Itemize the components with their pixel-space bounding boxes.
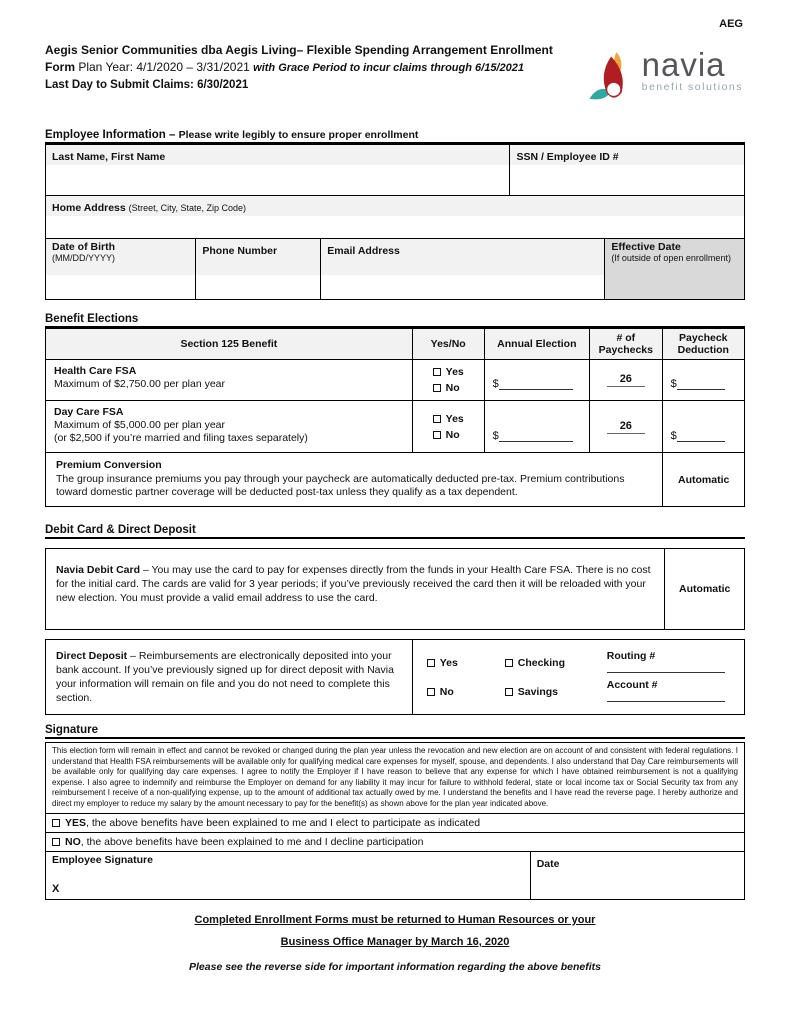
- dc-yes-checkbox-icon[interactable]: [433, 415, 441, 423]
- email-input-area[interactable]: [321, 275, 604, 299]
- dob-phone-email-effective-row: [46, 238, 744, 299]
- dd-yes-option[interactable]: [427, 657, 505, 669]
- premium-conversion-text: The group insurance premiums you pay through your paycheck are automatically deducted pre-tax. Premium contributions toward domestic partner coverage will be deducted post-tax unless they qualify as a tax dependent.: [56, 472, 625, 498]
- day-care-fsa-desc: [46, 401, 412, 452]
- hc-annual-dollar: $: [492, 378, 499, 390]
- dc-yesno-cell: [412, 401, 484, 452]
- debit-card-title: Navia Debit Card: [56, 564, 141, 576]
- navia-logo: [586, 46, 743, 113]
- day-care-fsa-max: Maximum of $5,000.00 per plan year: [54, 419, 226, 431]
- signature-x-mark: X: [52, 883, 60, 895]
- name-cell: [46, 145, 509, 195]
- day-care-fsa-row: [46, 400, 744, 452]
- grace-period-text: with Grace Period to incur claims through 6/15/2021: [253, 62, 524, 74]
- participate-yes-checkbox-icon[interactable]: [52, 819, 60, 827]
- dd-no-option[interactable]: [427, 686, 505, 698]
- routing-fill-line[interactable]: [607, 662, 725, 673]
- employee-info-heading: [45, 129, 745, 144]
- home-address-input-area[interactable]: [46, 216, 744, 238]
- direct-deposit-desc: [46, 640, 412, 714]
- footer-line1: Completed Enrollment Forms must be returned to Human Resources or your: [194, 914, 596, 926]
- benefit-elections-heading: Benefit Elections: [45, 313, 745, 328]
- dd-no-label: No: [439, 685, 454, 698]
- participate-yes-text: , the above benefits have been explained to me and I elect to participate as indicated: [86, 817, 481, 829]
- hc-no-option[interactable]: [433, 380, 464, 396]
- dob-cell: [46, 239, 195, 299]
- dc-annual-dollar: $: [492, 430, 499, 442]
- hc-yes-label: Yes: [445, 366, 464, 378]
- dc-deduction-fill-line[interactable]: [677, 431, 725, 442]
- debit-card-desc: [46, 549, 664, 629]
- navia-wordmark: navia: [641, 46, 726, 83]
- signature-disclaimer: This election form will remain in effect and cannot be revoked or changed during the plan year unless the revocation and new election are on account of and consistent with federal regulations. I understand that Health FSA reimbursements will be available only for qualifying medical care expenses for myself, spouse, and dependents. I also understand that Day Care reimbursements will be available only for qualifying day care expenses. I agree to notify the Employer if I have reason to believe that any expense for which I have obtained reimbursement is not a qualifying expense. I also agree to indemnify and reimburse the Employer on demand for any liability it may incur for failure to withhold federal, state or local income tax or Social Security tax from any reimbursement I receive of a non-qualifying expense, up to the amount of additional tax actually owed by me. I understand the benefits and I have read the reverse page. I hereby authorize and direct my employer to reduce my salary by the amount necessary to pay for the benefit(s) as shown above for the plan year indicated above.: [52, 746, 738, 808]
- form-title: Aegis Senior Communities dba Aegis Living– Flexible Spending Arrangement Enrollment: [45, 43, 553, 57]
- dc-deduction-dollar: $: [670, 430, 677, 442]
- participate-no-checkbox-icon[interactable]: [52, 838, 60, 846]
- col-section-125: Section 125 Benefit: [180, 338, 278, 350]
- debit-card-text: – You may use the card to pay for expenses directly from the funds in your Health Care FSA. There is no cost for the initial card. The cards are valid for 3 year periods; if you’ve previously received the card then it will be reloaded with your new election. You must provide a valid email address to use the card.: [56, 564, 651, 604]
- footer-instructions: [45, 914, 745, 973]
- footer-line2: Business Office Manager by March 16, 2020: [280, 936, 510, 948]
- home-address-hint: (Street, City, State, Zip Code): [128, 203, 247, 213]
- signature-date-row: [46, 851, 744, 899]
- hc-paychecks-cell: [589, 360, 662, 400]
- premium-conversion-title: Premium Conversion: [56, 459, 162, 471]
- health-care-fsa-title: Health Care FSA: [54, 365, 137, 377]
- day-care-fsa-note: (or $2,500 if you’re married and filing taxes separately): [54, 432, 308, 444]
- hc-paychecks-value: 26: [607, 373, 645, 387]
- hc-deduction-cell[interactable]: [662, 360, 744, 400]
- direct-deposit-box: [45, 639, 745, 715]
- health-care-fsa-max: Maximum of $2,750.00 per plan year: [54, 378, 226, 390]
- employee-signature-label: Employee Signature: [52, 854, 153, 866]
- dd-checking-checkbox-icon[interactable]: [505, 659, 513, 667]
- dc-deduction-cell[interactable]: [662, 401, 744, 452]
- email-label: Email Address: [327, 245, 400, 257]
- dd-savings-checkbox-icon[interactable]: [505, 688, 513, 696]
- name-input-area[interactable]: [46, 165, 509, 195]
- debit-section-heading: Debit Card & Direct Deposit: [45, 524, 745, 539]
- effective-date-hint: (If outside of open enrollment): [611, 253, 731, 263]
- effective-date-label: Effective Date: [611, 241, 681, 253]
- health-care-fsa-desc: [46, 360, 412, 400]
- dob-hint: (MM/DD/YYYY): [52, 253, 115, 263]
- dd-checking-option[interactable]: [505, 657, 607, 669]
- home-address-label: Home Address: [52, 202, 129, 214]
- dc-no-checkbox-icon[interactable]: [433, 431, 441, 439]
- direct-deposit-title: Direct Deposit: [56, 650, 128, 662]
- dob-input-area[interactable]: [46, 275, 195, 299]
- account-label: Account #: [606, 678, 658, 691]
- benefit-table-header: [46, 329, 744, 360]
- effective-date-cell: [604, 239, 744, 299]
- date-label: Date: [536, 858, 560, 870]
- dc-annual-election-cell[interactable]: [484, 401, 589, 452]
- plan-year-text: Plan Year: 4/1/2020 – 3/31/2021: [75, 60, 254, 74]
- footer-line3: Please see the reverse side for important information regarding the above benefits: [189, 961, 601, 973]
- debit-automatic-value: Automatic: [664, 549, 744, 629]
- signature-table: [45, 742, 745, 900]
- benefit-elections-table: [45, 328, 745, 507]
- employee-info-heading-note: Please write legibly to ensure proper enrollment: [178, 129, 419, 141]
- plan-year-line: [45, 59, 553, 77]
- col-paycheck-deduction: Paycheck Deduction: [662, 329, 744, 359]
- corner-code: AEG: [719, 18, 743, 30]
- employee-info-table: [45, 144, 745, 300]
- ssn-cell: [509, 145, 744, 195]
- col-yes-no: Yes/No: [412, 329, 484, 359]
- dc-yes-option[interactable]: [433, 411, 464, 427]
- date-cell[interactable]: [530, 852, 744, 899]
- hc-yesno-cell: [412, 360, 484, 400]
- premium-conversion-desc: [46, 453, 662, 506]
- debit-card-box: [45, 548, 745, 630]
- dd-savings-label: Savings: [517, 685, 559, 698]
- name-ssn-row: [46, 145, 744, 195]
- dd-no-checkbox-icon[interactable]: [427, 688, 435, 696]
- dc-annual-fill-line[interactable]: [499, 431, 573, 442]
- hc-deduction-dollar: $: [670, 378, 677, 390]
- dc-paychecks-cell: [589, 401, 662, 452]
- navia-flower-icon: [586, 50, 638, 113]
- email-cell: [320, 239, 604, 299]
- participate-yes-bold: YES: [65, 817, 87, 829]
- title-form-word: Form: [45, 60, 75, 74]
- ssn-label: SSN / Employee ID #: [516, 151, 619, 163]
- dd-yes-label: Yes: [439, 656, 458, 669]
- phone-cell: [195, 239, 320, 299]
- last-day-line: Last Day to Submit Claims: 6/30/2021: [45, 79, 249, 91]
- hc-yes-option[interactable]: [433, 364, 464, 380]
- account-fill-line[interactable]: [607, 691, 725, 702]
- form-titles: [45, 42, 553, 94]
- col-annual-election: Annual Election: [484, 329, 589, 359]
- hc-yes-checkbox-icon[interactable]: [433, 368, 441, 376]
- hc-deduction-fill-line[interactable]: [677, 379, 725, 390]
- signature-heading: Signature: [45, 724, 745, 739]
- account-number-field[interactable]: [607, 679, 744, 705]
- ssn-input-area[interactable]: [510, 165, 744, 195]
- direct-deposit-options: [412, 640, 744, 714]
- routing-label: Routing #: [606, 649, 656, 662]
- participate-no-bold: NO: [65, 836, 81, 848]
- participate-no-row[interactable]: [46, 832, 744, 851]
- dd-checking-label: Checking: [517, 656, 566, 669]
- home-address-row: [46, 195, 744, 238]
- col-num-paychecks: # of Paychecks: [589, 329, 662, 359]
- participate-no-text: , the above benefits have been explained to me and I decline participation: [80, 836, 424, 848]
- premium-conversion-row: [46, 452, 744, 506]
- routing-number-field[interactable]: [607, 650, 744, 676]
- hc-no-label: No: [445, 382, 460, 394]
- hc-no-checkbox-icon[interactable]: [433, 384, 441, 392]
- direct-deposit-text: – Reimbursements are electronically deposited into your bank account. If you’ve previously signed up for direct deposit with Navia your information will remain on file and you do not need to complete this section.: [56, 650, 394, 704]
- dd-savings-option[interactable]: [505, 686, 607, 698]
- hc-annual-fill-line[interactable]: [499, 379, 573, 390]
- dc-no-option[interactable]: [433, 427, 464, 443]
- employee-signature-cell[interactable]: [46, 852, 530, 899]
- health-care-fsa-row: [46, 360, 744, 400]
- dc-yes-label: Yes: [445, 412, 464, 425]
- last-first-label: Last Name, First Name: [52, 151, 166, 163]
- premium-automatic-value: Automatic: [662, 453, 744, 506]
- dd-yes-checkbox-icon[interactable]: [427, 659, 435, 667]
- dob-label: Date of Birth: [52, 241, 115, 253]
- dc-paychecks-value: 26: [607, 420, 645, 434]
- day-care-fsa-title: Day Care FSA: [54, 406, 124, 418]
- hc-annual-election-cell[interactable]: [484, 360, 589, 400]
- form-header: [45, 42, 745, 113]
- phone-input-area[interactable]: [196, 275, 320, 299]
- employee-info-heading-bold: Employee Information –: [45, 129, 179, 141]
- dc-no-label: No: [445, 428, 460, 441]
- phone-label: Phone Number: [202, 245, 278, 257]
- participate-yes-row[interactable]: [46, 813, 744, 832]
- navia-tagline: benefit solutions: [641, 81, 743, 93]
- effective-date-input-area[interactable]: [605, 275, 744, 299]
- navia-logo-text: [641, 46, 743, 93]
